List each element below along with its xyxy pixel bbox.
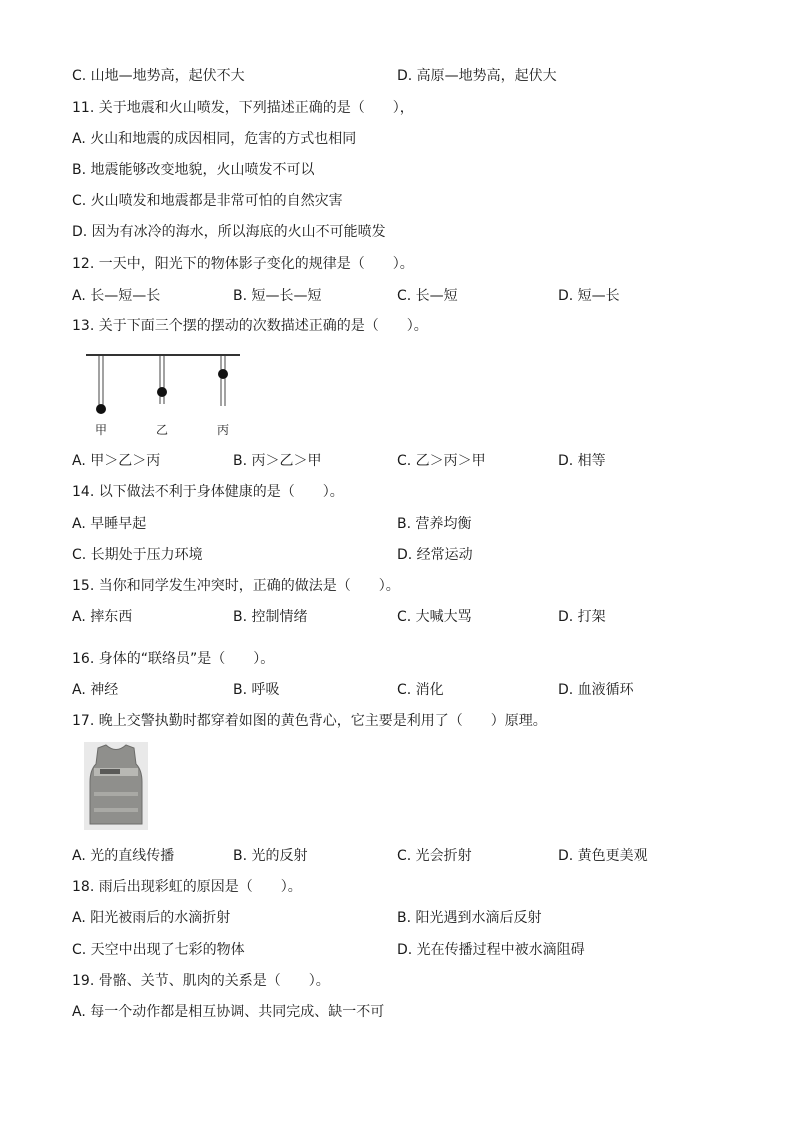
q11-option-b: B. 地震能够改变地貌，火山喷发不可以 [72, 162, 315, 178]
q16-option-b: B. 呼吸 [233, 682, 280, 698]
q16-option-c: C. 消化 [397, 682, 444, 698]
q15-option-c: C. 大喊大骂 [397, 609, 472, 625]
vest-badge-plate [100, 769, 120, 774]
q18-option-a: A. 阳光被雨后的水滴折射 [72, 910, 231, 926]
q12-option-a: A. 长—短—长 [72, 288, 161, 304]
q12-option-c: C. 长—短 [397, 288, 458, 304]
q12-stem: 12. 一天中，阳光下的物体影子变化的规律是（ ）。 [72, 256, 414, 272]
pendulum-label-bing: 丙 [217, 423, 230, 437]
vest-reflective-stripe-middle [94, 792, 138, 796]
q13-stem: 13. 关于下面三个摆的摆动的次数描述正确的是（ ）。 [72, 318, 428, 334]
q19-stem: 19. 骨骼、关节、肌肉的关系是（ ）。 [72, 973, 330, 989]
q12-option-d: D. 短—长 [558, 288, 620, 304]
pendulum-label-jia: 甲 [95, 423, 108, 437]
q11-option-a: A. 火山和地震的成因相同，危害的方式也相同 [72, 131, 357, 147]
q17-option-b: B. 光的反射 [233, 848, 308, 864]
q18-stem: 18. 雨后出现彩虹的原因是（ ）。 [72, 879, 302, 895]
q11-option-c: C. 火山喷发和地震都是非常可怕的自然灾害 [72, 193, 343, 209]
q16-stem: 16. 身体的“联络员”是（ ）。 [72, 651, 275, 667]
q18-option-b: B. 阳光遇到水滴后反射 [397, 910, 542, 926]
q14-stem: 14. 以下做法不利于身体健康的是（ ）。 [72, 484, 344, 500]
pendulum-figure [84, 350, 244, 442]
vest-body [90, 745, 142, 824]
q17-option-d: D. 黄色更美观 [558, 848, 648, 864]
q13-option-b: B. 丙＞乙＞甲 [233, 453, 322, 469]
q16-option-a: A. 神经 [72, 682, 119, 698]
q13-option-a: A. 甲＞乙＞丙 [72, 453, 161, 469]
q17-option-c: C. 光会折射 [397, 848, 472, 864]
vest-figure [84, 742, 148, 830]
pendulum-bing-bob [218, 369, 228, 379]
pendulum-diagram [84, 350, 244, 442]
vest-reflective-stripe-lower [94, 808, 138, 812]
q13-option-d: D. 相等 [558, 453, 606, 469]
q11-stem: 11. 关于地震和火山喷发，下列描述正确的是（ ）， [72, 100, 414, 116]
q18-option-c: C. 天空中出现了七彩的物体 [72, 942, 245, 958]
q16-option-d: D. 血液循环 [558, 682, 634, 698]
q17-stem: 17. 晚上交警执勤时都穿着如图的黄色背心，它主要是利用了（ ）原理。 [72, 713, 547, 729]
safety-vest-image [84, 742, 148, 830]
q14-option-a: A. 早睡早起 [72, 516, 147, 532]
q19-option-a: A. 每一个动作都是相互协调、共同完成、缺一不可 [72, 1004, 385, 1020]
pendulum-yi-bob [157, 387, 167, 397]
pendulum-label-yi: 乙 [156, 423, 169, 437]
q10-option-c: C. 山地—地势高，起伏不大 [72, 68, 245, 84]
q11-option-d: D. 因为有冰冷的海水，所以海底的火山不可能喷发 [72, 224, 386, 240]
q14-option-c: C. 长期处于压力环境 [72, 547, 203, 563]
q17-option-a: A. 光的直线传播 [72, 848, 175, 864]
q15-option-b: B. 控制情绪 [233, 609, 308, 625]
pendulum-jia-bob [96, 404, 106, 414]
q14-option-b: B. 营养均衡 [397, 516, 472, 532]
q13-option-c: C. 乙＞丙＞甲 [397, 453, 486, 469]
q10-option-d: D. 高原—地势高，起伏大 [397, 68, 557, 84]
q15-stem: 15. 当你和同学发生冲突时，正确的做法是（ ）。 [72, 578, 400, 594]
q15-option-a: A. 摔东西 [72, 609, 133, 625]
q12-option-b: B. 短—长—短 [233, 288, 322, 304]
q14-option-d: D. 经常运动 [397, 547, 473, 563]
q18-option-d: D. 光在传播过程中被水滴阻碍 [397, 942, 585, 958]
q15-option-d: D. 打架 [558, 609, 606, 625]
